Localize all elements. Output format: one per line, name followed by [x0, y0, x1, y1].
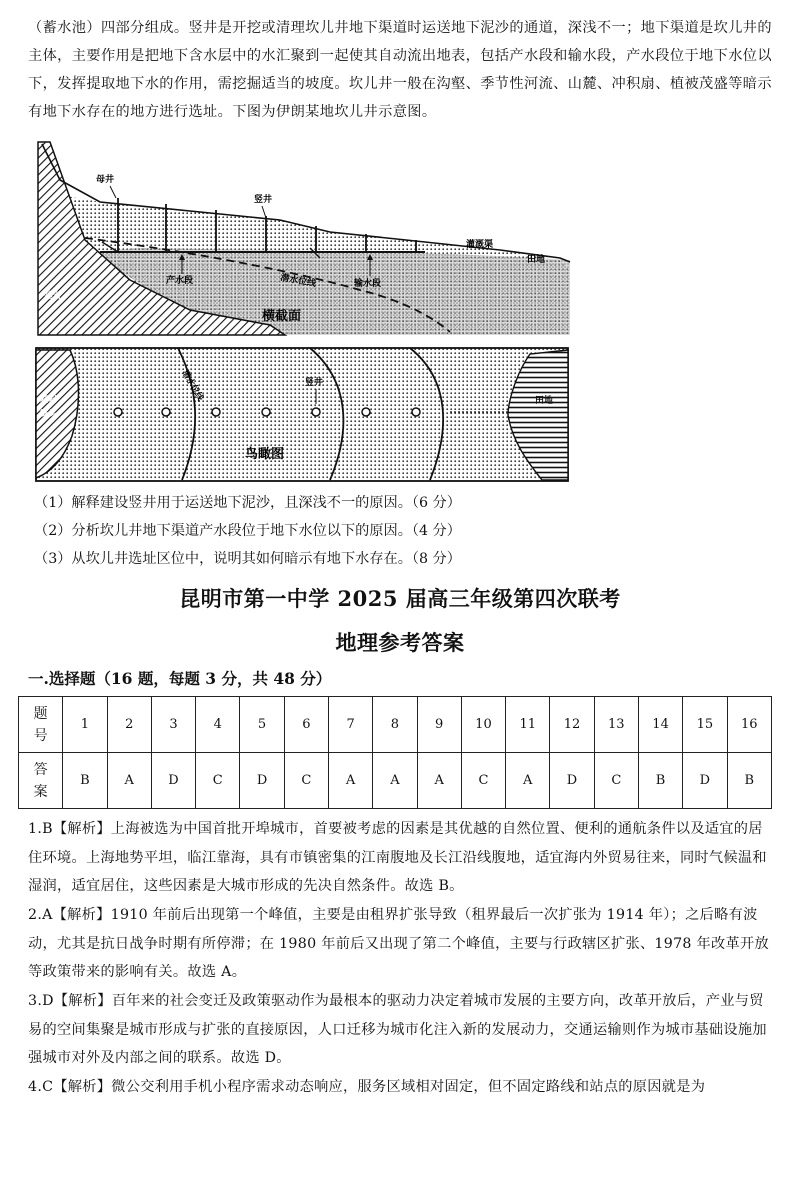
caption-plan-view: 鸟瞰图 — [245, 447, 285, 462]
number-cell: 8 — [373, 697, 417, 753]
number-cell: 3 — [151, 697, 195, 753]
label-shaft: 竖井 — [254, 195, 273, 205]
page-title: 昆明市第一中学 2025 届高三年级第四次联考 — [179, 586, 621, 611]
number-header-cell: 题 号 — [19, 697, 63, 753]
answer-cell: B — [638, 753, 682, 809]
label-production: 产水段 — [166, 276, 194, 286]
number-cell: 10 — [461, 697, 505, 753]
answer-cell: B — [727, 753, 772, 809]
number-cell: 4 — [196, 697, 240, 753]
explanation-2: 2.A【解析】1910 年前后出现第一个峰值，主要是由租界扩张导致（租界最后一次扩张为 1914 年）；之后略有波动，尤其是抗日战争时期有所停滞；在 1980 年前后又出现了第二个峰值，主要与行政辖区扩张、1978 年改革开放等政策带来的影响有关。故选 A。 — [28, 907, 769, 980]
label-outcrop-2: 露头 — [40, 409, 58, 419]
label-bedrock: 基岩 — [44, 291, 62, 301]
answer-table-answer-row — [19, 753, 772, 809]
caption-cross-section: 横截面 — [262, 309, 302, 324]
answer-cell: D — [550, 753, 594, 809]
karez-diagram — [30, 140, 575, 485]
number-cell: 16 — [727, 697, 772, 753]
answer-cell: A — [328, 753, 372, 809]
section-title: 一.选择题（16 题，每题 3 分，共 48 分） — [28, 669, 332, 688]
label-plan-water-table: 潜水位线 — [179, 368, 206, 403]
answer-table — [18, 696, 772, 809]
cross-section — [38, 142, 570, 335]
explanation-1: 1.B【解析】上海被选为中国首批开埠城市，首要被考虑的因素是其优越的自然位置、便利的通航条件以及适宜的居住环境。上海地势平坦，临江靠海，具有市镇密集的江南腹地及长江沿线腹地，适宜海内外贸易往来，同时气候温和湿润，适宜居住，这些因素是大城市形成的先决自然条件。故选 B。 — [28, 821, 767, 894]
number-cell: 12 — [550, 697, 594, 753]
number-cell: 14 — [638, 697, 682, 753]
label-plan-shaft: 竖井 — [305, 378, 324, 388]
label-transport: 输水段 — [354, 279, 382, 289]
answer-cell: D — [240, 753, 284, 809]
page-subtitle: 地理参考答案 — [335, 630, 465, 655]
explanation-3: 3.D【解析】百年来的社会变迁及政策驱动作为最根本的驱动力决定着城市发展的主要方向，改革开放后，产业与贸易的空间集聚是城市形成与扩张的直接原因，人口迁移为城市化注入新的发展动力，交通运输则作为城市基础设施加强城市对外及内部之间的联系。故选 D。 — [28, 993, 767, 1066]
label-field-cross: 田地 — [527, 255, 546, 265]
answer-cell: D — [151, 753, 195, 809]
explanation-4: 4.C【解析】微公交利用手机小程序需求动态响应，服务区域相对固定，但不固定路线和站点的原因就是为 — [28, 1079, 706, 1095]
label-water-table: 潜水位线 — [279, 273, 317, 290]
number-cell: 9 — [417, 697, 461, 753]
answer-table-number-row — [19, 697, 772, 753]
answer-cell: C — [461, 753, 505, 809]
answer-cell: D — [683, 753, 727, 809]
number-cell: 6 — [284, 697, 328, 753]
number-cell: 2 — [107, 697, 151, 753]
answer-header-cell: 答 案 — [19, 753, 63, 809]
answer-cell: A — [107, 753, 151, 809]
number-cell: 1 — [63, 697, 107, 753]
intro-paragraph: （蓄水池）四部分组成。竖井是开挖或清理坎儿井地下渠道时运送地下泥沙的通道，深浅不一；地下渠道是坎儿井的主体，主要作用是把地下含水层中的水汇聚到一起使其自动流出地表，包括产水段和输水段，产水段位于地下水位以下，发挥提取地下水的作用，需挖掘适当的坡度。坎儿井一般在沟壑、季节性河流、山麓、冲积扇、植被茂盛等暗示有地下水存在的地方进行选址。下图为伊朗某地坎儿井示意图。 — [28, 20, 772, 120]
plan-view — [36, 348, 568, 481]
answer-cell: C — [594, 753, 638, 809]
label-plan-field: 田地 — [535, 396, 554, 406]
number-cell: 15 — [683, 697, 727, 753]
label-mother-well: 母井 — [96, 175, 115, 185]
answer-cell: C — [284, 753, 328, 809]
question-2: （2）分析坎儿井地下渠道产水段位于地下水位以下的原因。（4 分） — [34, 523, 461, 539]
number-cell: 5 — [240, 697, 284, 753]
answer-cell: A — [373, 753, 417, 809]
number-cell: 7 — [328, 697, 372, 753]
answer-cell: A — [417, 753, 461, 809]
label-canal: 灌溉渠 — [466, 240, 494, 250]
question-3: （3）从坎儿井选址区位中，说明其如何暗示有地下水存在。（8 分） — [34, 551, 461, 567]
number-cell: 11 — [506, 697, 550, 753]
question-1: （1）解释建设竖井用于运送地下泥沙，且深浅不一的原因。（6 分） — [34, 495, 461, 511]
answer-cell: C — [196, 753, 240, 809]
label-outcrop-1: 基岩 — [40, 395, 58, 405]
number-cell: 13 — [594, 697, 638, 753]
answer-cell: A — [506, 753, 550, 809]
answer-cell: B — [63, 753, 107, 809]
